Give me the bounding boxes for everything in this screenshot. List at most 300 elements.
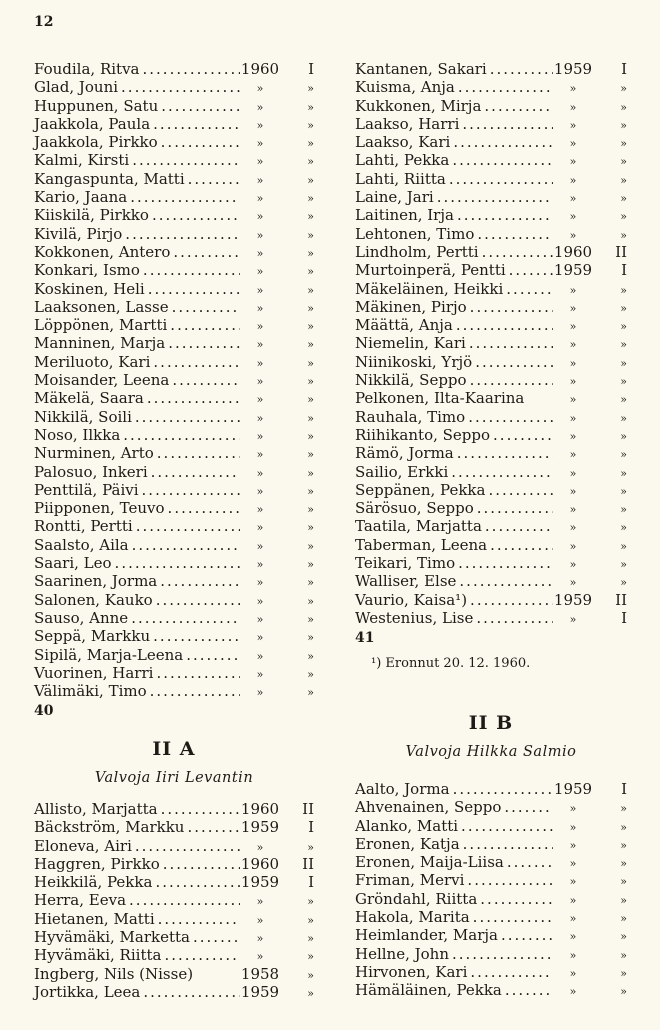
leader-dots (165, 499, 240, 517)
entry-year: » (569, 576, 577, 590)
student-row (355, 133, 627, 151)
entry-year: 1959 (240, 818, 280, 837)
leader-dots (149, 206, 240, 224)
class-level: » (307, 448, 314, 462)
student-row (355, 115, 627, 133)
student-name: Hakola, Marita (355, 908, 470, 927)
leader-dots (155, 910, 240, 928)
student-name: Sauso, Anne (34, 608, 129, 627)
student-name: Lahti, Riitta (355, 169, 446, 188)
leader-dots (158, 97, 240, 115)
leader-dots (446, 170, 553, 188)
student-row (34, 928, 314, 946)
entry-year: » (256, 448, 264, 462)
entry-year: » (256, 301, 264, 315)
student-name: Saari, Leo (34, 554, 112, 573)
entry-year: » (256, 913, 264, 927)
student-name: Koskinen, Heli (34, 279, 145, 298)
student-row (34, 463, 314, 481)
student-row (34, 60, 314, 78)
entry-year: » (256, 429, 264, 443)
student-name: Niemelin, Kari (355, 334, 466, 353)
class-level: » (307, 986, 314, 1000)
student-row (34, 206, 314, 224)
leader-dots (460, 835, 553, 853)
class-level: » (620, 100, 627, 114)
leader-dots (128, 609, 240, 627)
entry-year: » (569, 612, 577, 626)
section-2a (34, 738, 314, 1001)
leader-dots (506, 261, 553, 279)
student-name: Huppunen, Satu (34, 96, 159, 115)
leader-dots (160, 855, 240, 873)
entry-year: » (256, 466, 264, 480)
class-level: » (620, 82, 627, 96)
leader-dots (472, 353, 553, 371)
student-name: Alanko, Matti (355, 816, 459, 835)
class-level: » (307, 631, 314, 645)
class-level: » (307, 968, 314, 982)
student-row (355, 908, 627, 926)
leader-dots (487, 536, 553, 554)
student-row (355, 945, 627, 963)
leader-dots (167, 316, 240, 334)
leader-dots (145, 280, 240, 298)
student-name: Aalto, Jorma (355, 780, 450, 798)
student-row (355, 499, 627, 517)
leader-dots (474, 225, 553, 243)
student-name: Westenius, Lise (355, 608, 474, 627)
leader-dots (487, 60, 553, 78)
entry-year: » (569, 338, 577, 352)
class-level: » (307, 356, 314, 370)
entry-year: » (569, 558, 577, 572)
class-level: I (621, 608, 627, 627)
leader-dots (152, 873, 240, 891)
class-level: » (307, 246, 314, 260)
class-level: » (620, 875, 627, 889)
student-name: Laakso, Kari (355, 133, 451, 152)
leader-dots (466, 334, 553, 352)
class-level: » (620, 118, 627, 132)
class-level: » (620, 173, 627, 187)
class-level: » (307, 667, 314, 681)
entry-year: » (256, 840, 264, 854)
student-name: Sipilä, Marja-Leena (34, 645, 184, 664)
class-level: » (307, 594, 314, 608)
student-row (355, 591, 627, 609)
entry-year: » (256, 631, 264, 645)
leader-dots (158, 133, 240, 151)
entry-year: » (569, 838, 577, 852)
student-row (355, 926, 627, 944)
student-list (355, 60, 627, 627)
class-level: » (620, 228, 627, 242)
class-level: » (307, 155, 314, 169)
leader-dots (165, 334, 240, 352)
student-row (34, 97, 314, 115)
entry-year: » (256, 228, 264, 242)
student-row (34, 910, 314, 928)
student-name: Friman, Mervi (355, 871, 465, 890)
leader-dots (473, 609, 553, 627)
entry-year: » (256, 356, 264, 370)
student-name: Kukkonen, Mirja (355, 96, 482, 115)
leader-dots (434, 188, 553, 206)
student-row (34, 946, 314, 964)
leader-dots (154, 444, 240, 462)
student-row (34, 243, 314, 261)
entry-year: » (256, 100, 264, 114)
student-name: Hirvonen, Kari (355, 962, 468, 981)
student-name: Jaakkola, Pirkko (34, 133, 158, 152)
student-row (34, 298, 314, 316)
entry-year: » (256, 118, 264, 132)
class-level: I (308, 60, 314, 78)
student-name: Vaurio, Kaisa¹) (355, 590, 468, 609)
class-level: » (307, 228, 314, 242)
entry-year: » (569, 100, 577, 114)
entry-year: » (569, 320, 577, 334)
leader-dots (126, 891, 240, 909)
class-level: » (307, 503, 314, 517)
student-name: Laakso, Harri (355, 114, 460, 133)
student-name: Määttä, Anja (355, 316, 453, 335)
student-row (34, 536, 314, 554)
student-list (34, 60, 314, 700)
class-level: » (307, 100, 314, 114)
entry-year: » (569, 192, 577, 206)
student-name: Laaksonen, Lasse (34, 297, 169, 316)
entry-year: » (569, 484, 577, 498)
student-row (34, 554, 314, 572)
student-name: Eloneva, Airi (34, 836, 132, 855)
entry-year: » (569, 82, 577, 96)
class-level: » (620, 857, 627, 871)
student-row (34, 408, 314, 426)
student-row (355, 835, 627, 853)
leader-dots (157, 572, 240, 590)
student-name: Nikkilä, Seppo (355, 371, 467, 390)
class-level: » (620, 375, 627, 389)
entry-year: » (256, 576, 264, 590)
leader-dots (148, 463, 240, 481)
class-level: » (307, 539, 314, 553)
leader-dots (455, 78, 553, 96)
leader-dots (467, 591, 553, 609)
student-name: Manninen, Marja (34, 334, 166, 353)
entry-year: » (569, 301, 577, 315)
class-level: » (307, 265, 314, 279)
student-name: Allisto, Marjatta (34, 800, 158, 818)
entry-year: » (256, 503, 264, 517)
entry-year: » (256, 82, 264, 96)
student-name: Lindholm, Pertti (355, 242, 479, 261)
student-row (34, 646, 314, 664)
student-name: Murtoinperä, Pentti (355, 261, 506, 280)
leader-dots (190, 928, 240, 946)
entry-year: 1959 (553, 60, 593, 78)
leader-dots (482, 517, 553, 535)
student-name: Heikkilä, Pekka (34, 873, 153, 892)
class-level: » (307, 338, 314, 352)
student-row (355, 389, 627, 407)
entry-year: » (256, 558, 264, 572)
student-row (34, 280, 314, 298)
leader-dots (140, 983, 240, 1001)
class-level: II (302, 854, 314, 873)
student-name: Mäkinen, Pirjo (355, 297, 467, 316)
student-row (34, 225, 314, 243)
student-name: Heimlander, Marja (355, 926, 498, 945)
entry-year: » (569, 155, 577, 169)
entry-year: » (569, 283, 577, 297)
student-row (355, 963, 627, 981)
class-level: » (307, 210, 314, 224)
entry-year: » (256, 173, 264, 187)
student-row (355, 463, 627, 481)
leader-dots (449, 945, 553, 963)
entry-year: 1958 (240, 964, 280, 983)
student-name: Ingberg, Nils (Nisse) (34, 964, 194, 983)
entry-year: » (569, 466, 577, 480)
entry-year: » (569, 966, 577, 980)
student-row (355, 316, 627, 334)
entry-year: » (569, 820, 577, 834)
page-number: 12 (34, 14, 54, 30)
student-name: Pelkonen, Ilta-Kaarina (355, 389, 525, 408)
class-level: » (620, 210, 627, 224)
student-name: Välimäki, Timo (34, 682, 147, 701)
class-level: » (620, 448, 627, 462)
student-name: Löppönen, Martti (34, 316, 168, 335)
student-name: Penttilä, Päivi (34, 480, 139, 499)
student-row (355, 517, 627, 535)
class-level: I (621, 780, 627, 798)
student-name: Noso, Ilkka (34, 425, 121, 444)
supervisor: Valvoja Iiri Levantin (94, 770, 254, 786)
student-row (355, 536, 627, 554)
leader-dots (170, 243, 240, 261)
entry-year: » (569, 857, 577, 871)
entry-year: » (569, 539, 577, 553)
class-level: » (307, 686, 314, 700)
student-name: Kario, Jaana (34, 188, 128, 207)
student-name: Salonen, Kauko (34, 590, 153, 609)
class-level: » (620, 155, 627, 169)
student-row (355, 225, 627, 243)
supervisor: Valvoja Hilkka Salmio (405, 744, 577, 760)
student-row (355, 572, 627, 590)
student-name: Niinikoski, Yrjö (355, 352, 473, 371)
student-name: Laine, Jari (355, 188, 434, 207)
student-name: Hietanen, Matti (34, 909, 155, 928)
student-name: Vuorinen, Harri (34, 663, 154, 682)
class-level: » (307, 118, 314, 132)
leader-dots (467, 371, 553, 389)
class-level: II (302, 800, 314, 818)
class-level: » (620, 283, 627, 297)
student-list (355, 780, 627, 1000)
student-name: Hämäläinen, Pekka (355, 981, 502, 1000)
entry-year: » (256, 411, 264, 425)
student-name: Jortikka, Leea (34, 982, 141, 1001)
student-row (355, 444, 627, 462)
entry-year: » (256, 192, 264, 206)
student-row (34, 334, 314, 352)
student-row (355, 97, 627, 115)
class-level: I (621, 60, 627, 78)
entry-year: » (256, 137, 264, 151)
entry-year: » (569, 173, 577, 187)
student-name: Taatila, Marjatta (355, 517, 482, 536)
leader-dots (454, 206, 553, 224)
class-level: » (307, 173, 314, 187)
left-class-list (34, 60, 314, 719)
class-level: » (307, 320, 314, 334)
student-name: Sailio, Erkki (355, 462, 449, 481)
leader-dots (129, 536, 240, 554)
class-level: » (620, 338, 627, 352)
class-level: » (620, 429, 627, 443)
class-level: » (620, 558, 627, 572)
entry-year: » (256, 950, 264, 964)
entry-year: » (569, 503, 577, 517)
class-level: » (307, 913, 314, 927)
student-row (355, 60, 627, 78)
student-name: Konkari, Ismo (34, 261, 140, 280)
class-level: » (620, 521, 627, 535)
entry-year: » (256, 393, 264, 407)
entry-year: 1959 (240, 873, 280, 892)
leader-dots (140, 261, 240, 279)
student-row (355, 170, 627, 188)
leader-dots (485, 481, 553, 499)
student-row (355, 353, 627, 371)
leader-dots (481, 97, 553, 115)
entry-year: 1960 (240, 854, 280, 873)
leader-dots (153, 664, 240, 682)
student-name: Rauhala, Timo (355, 407, 466, 426)
student-name: Jaakkola, Paula (34, 114, 151, 133)
entry-year: » (569, 930, 577, 944)
student-name: Haggren, Pirkko (34, 854, 160, 873)
student-row (34, 517, 314, 535)
student-row (34, 133, 314, 151)
class-level: » (307, 137, 314, 151)
leader-dots (503, 280, 553, 298)
entry-year: » (569, 393, 577, 407)
student-name: Taberman, Leena (355, 535, 488, 554)
entry-year: » (569, 137, 577, 151)
class-level: » (620, 948, 627, 962)
leader-dots (184, 818, 240, 836)
leader-dots (118, 78, 240, 96)
class-level: » (307, 558, 314, 572)
leader-dots (504, 853, 553, 871)
class-level: » (620, 411, 627, 425)
student-name: Särösuo, Seppo (355, 499, 474, 518)
student-row (34, 572, 314, 590)
student-name: Meriluoto, Kari (34, 352, 151, 371)
student-name: Saalsto, Aila (34, 535, 129, 554)
student-row (355, 334, 627, 352)
student-row (34, 444, 314, 462)
entry-year: » (569, 985, 577, 999)
class-level: » (620, 985, 627, 999)
entry-year: » (569, 802, 577, 816)
leader-dots (456, 572, 553, 590)
class-level: » (620, 838, 627, 852)
student-row (34, 371, 314, 389)
entry-year: » (569, 210, 577, 224)
class-level: » (307, 283, 314, 297)
student-name: Glad, Jouni (34, 78, 119, 97)
student-row (355, 78, 627, 96)
student-count: 40 (34, 703, 54, 720)
leader-dots (490, 426, 553, 444)
entry-year: » (256, 594, 264, 608)
student-name: Herra, Eeva (34, 891, 127, 910)
entry-year: » (256, 521, 264, 535)
student-row (34, 682, 314, 700)
student-row (34, 664, 314, 682)
leader-dots (498, 926, 553, 944)
leader-dots (455, 554, 553, 572)
leader-dots (450, 133, 553, 151)
class-level: » (620, 930, 627, 944)
student-row (355, 817, 627, 835)
class-level: » (307, 301, 314, 315)
class-level: » (620, 192, 627, 206)
entry-year: » (256, 210, 264, 224)
leader-dots (112, 554, 240, 572)
leader-dots (122, 225, 240, 243)
section-title: II B (468, 712, 514, 734)
entry-year: 1959 (553, 590, 593, 609)
student-name: Eronen, Maija-Liisa (355, 853, 504, 872)
student-row (34, 983, 314, 1001)
student-name: Kangaspunta, Matti (34, 169, 185, 188)
class-level: » (307, 466, 314, 480)
student-row (34, 609, 314, 627)
student-name: Hyvämäki, Marketta (34, 928, 190, 947)
student-row (355, 206, 627, 224)
entry-year: » (256, 155, 264, 169)
student-name: Kokkonen, Antero (34, 242, 171, 261)
leader-dots (132, 837, 240, 855)
leader-dots (139, 481, 240, 499)
class-level: » (620, 301, 627, 315)
entry-year: » (256, 320, 264, 334)
entry-year: 1960 (240, 800, 280, 818)
student-row (34, 151, 314, 169)
student-name: Kivilä, Pirjo (34, 224, 123, 243)
student-row (355, 890, 627, 908)
entry-year: 1959 (553, 261, 593, 280)
class-level: » (620, 137, 627, 151)
student-row (355, 981, 627, 999)
entry-year: » (256, 895, 264, 909)
leader-dots (158, 800, 240, 818)
leader-dots (458, 817, 553, 835)
class-level: » (620, 320, 627, 334)
class-level: » (307, 576, 314, 590)
entry-year: » (569, 448, 577, 462)
leader-dots (169, 371, 240, 389)
right-class-list (355, 60, 627, 671)
class-level: » (620, 893, 627, 907)
